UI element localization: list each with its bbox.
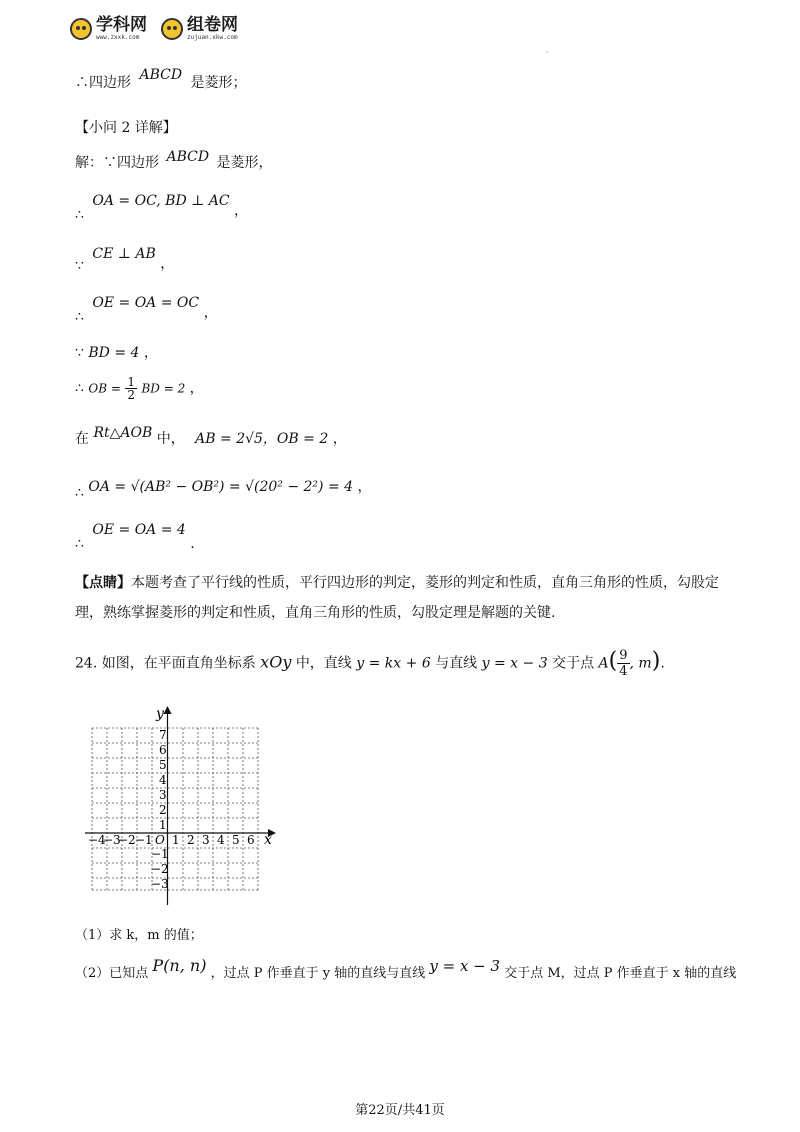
solution-line (75, 376, 204, 401)
because-symbol: ∵ (75, 258, 84, 274)
fraction (125, 376, 137, 401)
tick-label: 1 (159, 818, 167, 832)
math-expr: AB = 2√5，OB = 2 (195, 431, 329, 447)
math-expr: y = x − 3 (429, 957, 501, 975)
problem-statement: 24. 如图，在平面直角坐标系 xOy 中，直线 y = kx + 6 与直线 y = x − 3 交于点 A( $\frac{9}{4}$ , m). (75, 648, 665, 679)
tick-label: 1 (172, 833, 180, 847)
logo-zujuan[interactable] (161, 17, 238, 41)
tick-label: −1 (151, 847, 169, 861)
origin-label: O (155, 833, 165, 847)
tick-label: 4 (159, 773, 167, 787)
solution-line (75, 149, 273, 172)
text: 与直线 (435, 655, 478, 672)
logo-zxxk[interactable] (70, 17, 147, 41)
fraction-denominator: 2 (127, 388, 135, 402)
therefore-symbol: ∴ (75, 309, 84, 325)
logo-title: 组卷网 (187, 15, 238, 35)
text: ∴四边形 (75, 75, 131, 91)
math-expr: A (598, 655, 609, 672)
therefore-symbol: ∴ (75, 536, 84, 552)
text: 中， (156, 431, 185, 447)
punct: ， (332, 431, 347, 447)
punct: ， (234, 203, 249, 219)
comment-text: 本题考查了平行线的性质，平行四边形的判定，菱形的判定和性质，直角三角形的性质，勾股定理，熟练掌握菱形的判定和性质，直角三角形的性质，勾股定理是解题的关键. (75, 575, 719, 621)
tick-label: 5 (232, 833, 240, 847)
fraction-numerator: 9 (619, 648, 628, 663)
tick-label: 7 (159, 728, 167, 742)
solution-line (75, 190, 249, 223)
tick-label: 2 (159, 803, 167, 817)
fraction-denominator: 4 (619, 664, 628, 679)
text: 交于点 M，过点 P 作垂直于 x 轴的直线 (504, 966, 737, 981)
solution-line (75, 522, 195, 552)
text: （2）已知点 (75, 966, 149, 981)
tick-label: −3 (103, 833, 121, 847)
math-expr: OE = OA = OC (92, 295, 200, 311)
x-axis-label: x (264, 832, 272, 848)
header-logos (70, 12, 238, 46)
math-expr: OB = (88, 381, 121, 396)
therefore-symbol: ∴ (75, 207, 84, 223)
solution-line (75, 476, 372, 501)
text: 24. 如图，在平面直角坐标系 (75, 655, 256, 672)
section-heading: 【小问 2 详解】 (75, 120, 177, 136)
x-ticks (88, 833, 255, 847)
punct: ， (160, 256, 175, 272)
sub-question-2 (75, 956, 737, 981)
punct: . (190, 536, 195, 552)
tick-label: 6 (247, 833, 255, 847)
tick-label: −2 (118, 833, 136, 847)
text: 交于点 (552, 655, 595, 672)
math-expr: Rt△AOB (93, 425, 153, 441)
tick-label: 6 (159, 743, 167, 757)
mascot-icon (70, 18, 92, 40)
logo-title: 学科网 (96, 15, 147, 35)
text: 是菱形， (216, 155, 273, 171)
tick-label: −4 (88, 833, 106, 847)
punct: ， (189, 380, 204, 397)
tick-label: 3 (202, 833, 210, 847)
math-expr: P(n, n) (152, 956, 207, 975)
tick-label: −1 (135, 833, 153, 847)
text: 中，直线 (295, 655, 352, 672)
math-expr: ABCD (139, 67, 183, 83)
tick-label: 3 (159, 788, 167, 802)
text: 在 (75, 431, 89, 447)
therefore-symbol: ∴ (75, 485, 84, 501)
logo-url: www.zxxk.com (96, 34, 140, 41)
y-ticks (151, 728, 169, 891)
punct: ， (203, 305, 218, 321)
math-expr: BD = 4 (88, 345, 140, 361)
text: 是菱形； (190, 75, 247, 91)
tick-label: −2 (151, 862, 169, 876)
therefore-symbol: ∴ (75, 380, 84, 397)
text: ，过点 P 作垂直于 y 轴的直线与直线 (210, 966, 426, 981)
solution-line (75, 67, 247, 92)
sub-question-1: （1）求 k，m 的值； (75, 928, 203, 943)
math-expr: , m (629, 655, 652, 672)
math-expr: OA = √(AB² − OB²) = √(20² − 2²) = 4 (88, 479, 354, 495)
mascot-icon (161, 18, 183, 40)
solution-line (75, 292, 218, 325)
math-expr: OE = OA = 4 (92, 522, 186, 538)
punct: ， (143, 345, 158, 361)
y-axis-label: y (156, 706, 164, 722)
text: 解：∵四边形 (75, 155, 159, 171)
math-expr: OA = OC, BD ⊥ AC (92, 193, 230, 209)
solution-line (75, 425, 347, 448)
tick-label: 2 (187, 833, 195, 847)
page-mark: · (546, 48, 549, 57)
solution-line (75, 243, 175, 274)
punct: . (660, 655, 665, 672)
tick-label: 5 (159, 758, 167, 772)
tick-label: −3 (151, 877, 169, 891)
math-expr: y = kx + 6 (356, 655, 431, 672)
because-symbol: ∵ (75, 345, 84, 361)
math-expr: y = x − 3 (481, 655, 548, 672)
fraction-numerator: 1 (127, 375, 135, 389)
comment-tag: 【点睛】 (75, 575, 131, 591)
math-expr: CE ⊥ AB (92, 246, 156, 262)
punct: ， (357, 479, 372, 495)
math-expr: ABCD (166, 149, 210, 165)
solution-line (75, 342, 158, 362)
grid-lines (92, 728, 258, 890)
comment-paragraph (75, 568, 735, 628)
math-expr: xOy (260, 652, 292, 672)
tick-label: 4 (217, 833, 225, 847)
y-arrow-icon (164, 706, 172, 714)
page-number: 第22页/共41页 (355, 1103, 445, 1118)
fraction (617, 648, 629, 679)
logo-url: zujuan.xkw.com (187, 34, 238, 41)
math-expr: BD = 2 (141, 381, 186, 396)
coordinate-grid (80, 700, 280, 910)
